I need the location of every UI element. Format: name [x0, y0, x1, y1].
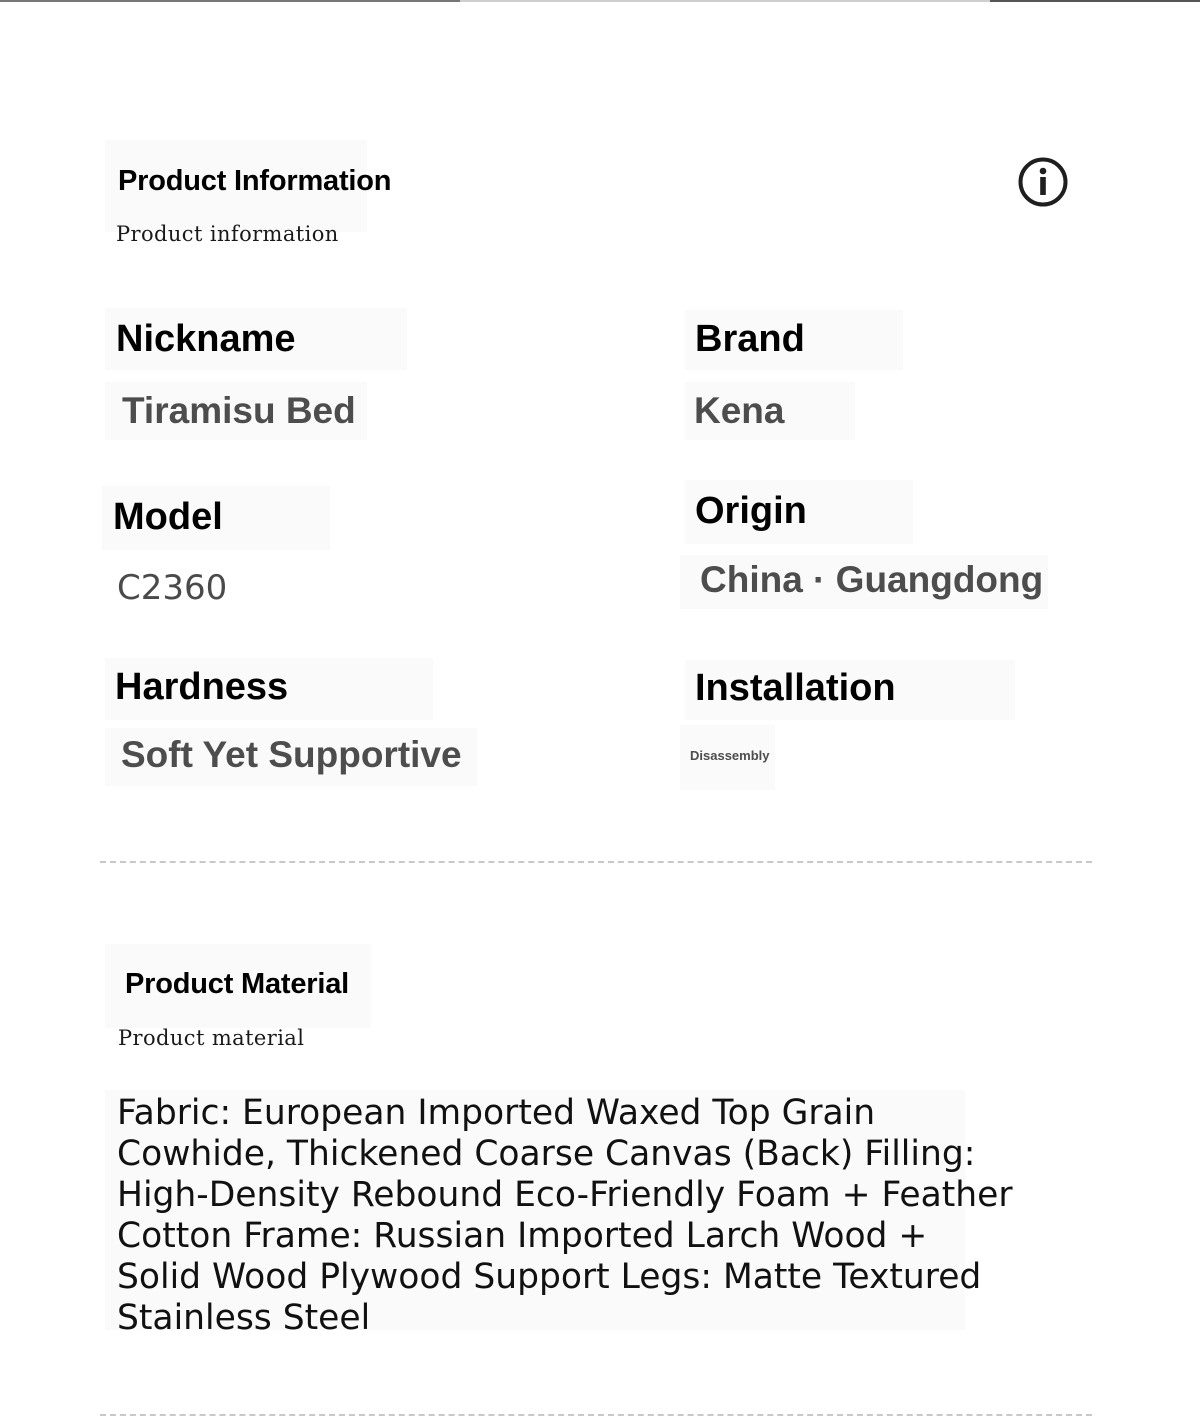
section-divider [100, 1414, 1092, 1416]
nickname-label: Nickname [116, 318, 296, 360]
model-label: Model [113, 496, 223, 538]
section-title: Product Information [118, 165, 392, 197]
origin-label: Origin [695, 490, 807, 532]
top-border [0, 0, 1200, 2]
section-divider [100, 861, 1092, 863]
origin-value: China · Guangdong [700, 559, 1044, 600]
brand-label: Brand [695, 318, 805, 360]
brand-value: Kena [694, 390, 785, 431]
installation-value: Disassembly [690, 748, 770, 763]
section-subtitle: Product material [118, 1026, 305, 1050]
nickname-value: Tiramisu Bed [122, 390, 356, 431]
material-description: Fabric: European Imported Waxed Top Grain Cowhide, Thickened Coarse Canvas (Back) Filling: High-Density Rebound Eco-Friendly Foam + Feather Cotton Frame: Russian Imported Larch Wood + Solid Wood Plywood Support Legs: Matte Textured Stainless Steel [117, 1093, 1013, 1338]
installation-label: Installation [695, 667, 896, 709]
hardness-label: Hardness [115, 666, 289, 708]
hardness-value: Soft Yet Supportive [121, 734, 462, 775]
info-icon[interactable] [1018, 157, 1068, 207]
section-subtitle: Product information [116, 222, 339, 246]
model-value: C2360 [117, 568, 228, 608]
section-title: Product Material [125, 968, 350, 1000]
